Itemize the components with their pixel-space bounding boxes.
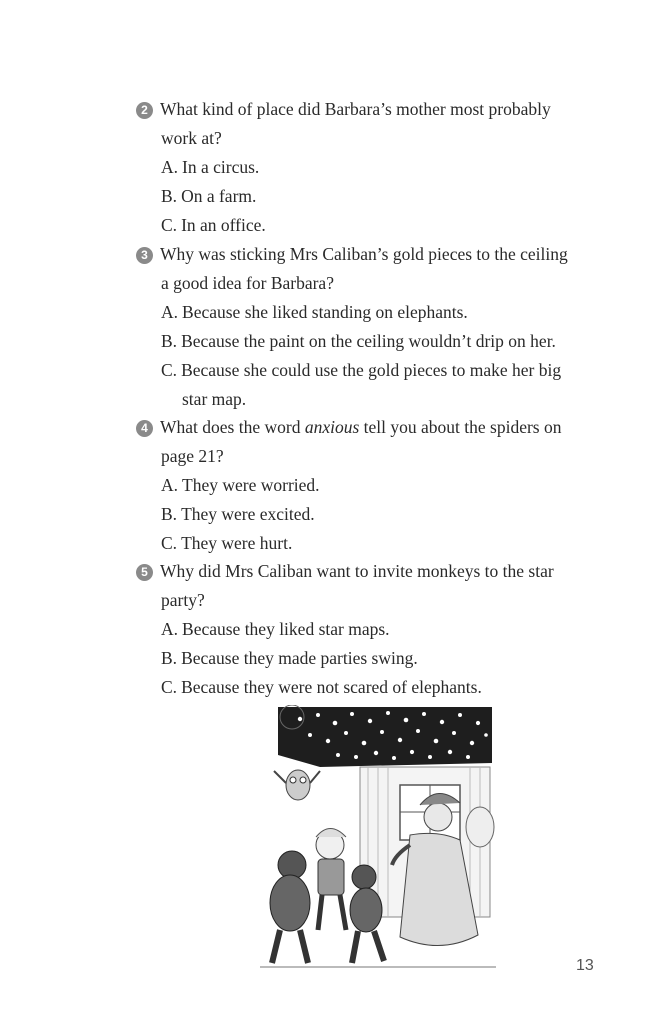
- question-3: [136, 240, 596, 414]
- option-b: [136, 327, 596, 356]
- option-letter: C.: [161, 360, 178, 380]
- option-c: [136, 673, 596, 702]
- option-text: Because she could use the gold pieces to make her big: [181, 360, 562, 380]
- option-letter: B.: [161, 331, 178, 351]
- question-line: Why was sticking Mrs Caliban’s gold pieces to the ceiling: [160, 244, 568, 264]
- option-text: Because they were not scared of elephants.: [181, 677, 482, 697]
- option-text: Because they made parties swing.: [181, 648, 418, 668]
- option-text: Because she liked standing on elephants.: [182, 302, 468, 322]
- question-text-part: tell you about the spiders on: [359, 417, 562, 437]
- option-a: [136, 471, 596, 500]
- option-letter: B.: [161, 186, 178, 206]
- party-illustration-icon: [260, 705, 496, 973]
- question-text: [136, 240, 596, 269]
- option-c: [136, 529, 596, 558]
- option-letter: B.: [161, 648, 178, 668]
- question-line: What kind of place did Barbara’s mother most probably: [160, 99, 551, 119]
- option-text-continued: star map.: [182, 389, 247, 409]
- option-a: [136, 153, 596, 182]
- question-text-part: What does the word: [160, 417, 305, 437]
- question-line: page 21?: [161, 446, 224, 466]
- option-text: They were worried.: [182, 475, 320, 495]
- option-text: Because they liked star maps.: [182, 619, 390, 639]
- option-letter: A.: [161, 475, 179, 495]
- option-b: [136, 644, 596, 673]
- question-number: 5: [136, 564, 153, 581]
- option-c: [136, 211, 596, 240]
- option-letter: A.: [161, 302, 179, 322]
- question-line: work at?: [161, 128, 222, 148]
- question-number: 2: [136, 102, 153, 119]
- option-text: In a circus.: [182, 157, 260, 177]
- question-line: party?: [161, 590, 205, 610]
- question-line: Why did Mrs Caliban want to invite monkeys to the star: [160, 561, 554, 581]
- option-letter: C.: [161, 215, 178, 235]
- option-letter: A.: [161, 619, 179, 639]
- option-letter: C.: [161, 533, 178, 553]
- question-5: [136, 557, 596, 702]
- option-c: [136, 356, 596, 414]
- page-number: 13: [576, 957, 594, 974]
- option-text: On a farm.: [181, 186, 257, 206]
- question-text: [136, 557, 596, 586]
- option-letter: C.: [161, 677, 178, 697]
- question-4: [136, 413, 596, 558]
- option-a: [136, 615, 596, 644]
- question-line: a good idea for Barbara?: [161, 273, 334, 293]
- question-number: 3: [136, 247, 153, 264]
- option-text: They were hurt.: [181, 533, 293, 553]
- option-letter: A.: [161, 157, 179, 177]
- option-b: [136, 500, 596, 529]
- question-number: 4: [136, 420, 153, 437]
- option-letter: B.: [161, 504, 178, 524]
- question-2: [136, 95, 596, 240]
- question-text: [136, 413, 596, 442]
- option-a: [136, 298, 596, 327]
- option-text: Because the paint on the ceiling wouldn’t drip on her.: [181, 331, 556, 351]
- option-text: In an office.: [181, 215, 266, 235]
- option-text: They were excited.: [181, 504, 315, 524]
- question-text: [136, 95, 596, 124]
- emphasized-word: anxious: [304, 417, 360, 437]
- option-b: [136, 182, 596, 211]
